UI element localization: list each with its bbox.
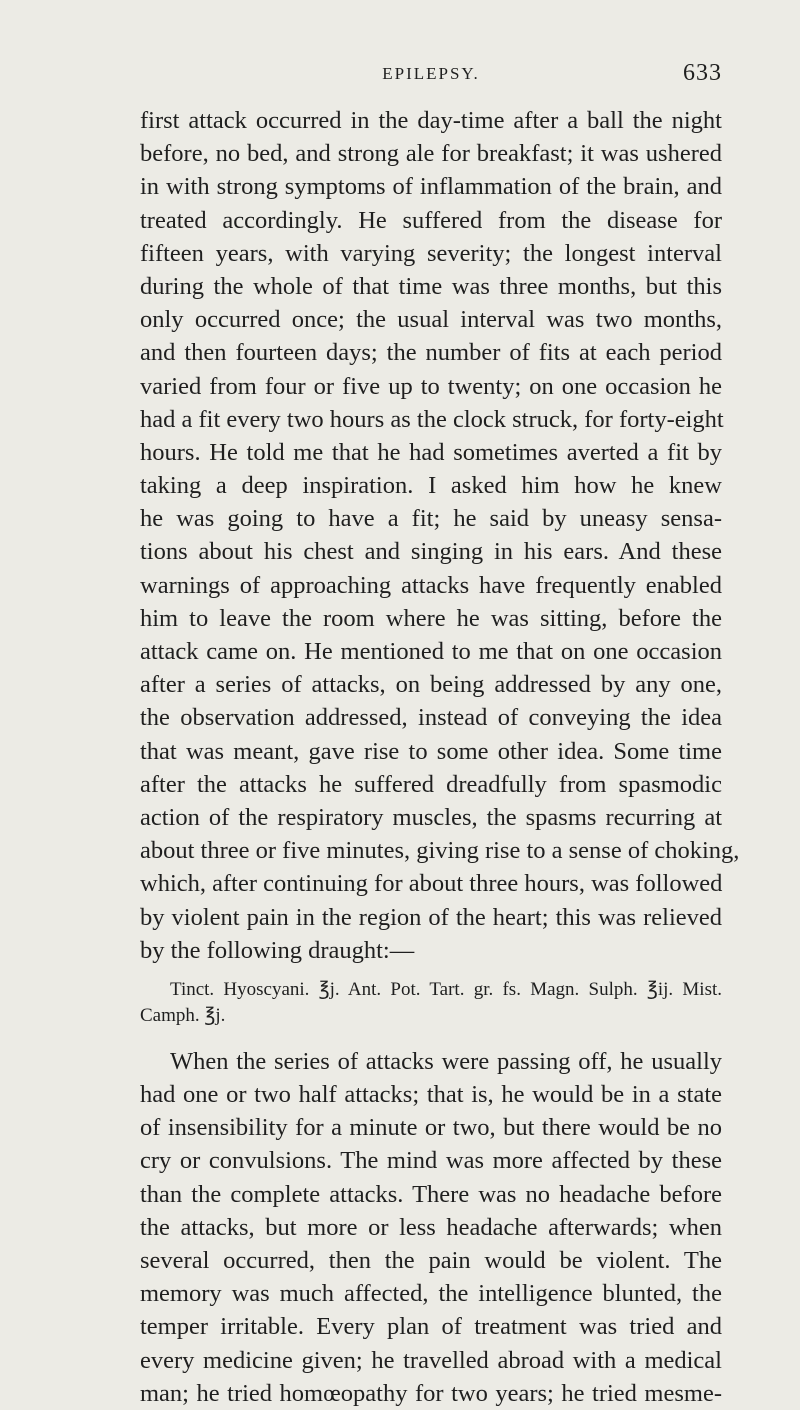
text-line: after a series of attacks, on being addressed by any one, bbox=[140, 671, 722, 699]
prescription-line: Camph. ℥j. bbox=[140, 1004, 226, 1026]
text-line: taking a deep inspiration. I asked him how he knew bbox=[140, 472, 722, 500]
text-line: and then fourteen days; the number of fits at each period bbox=[140, 339, 722, 367]
prescription-line: Tinct. Hyoscyani. ℥j. Ant. Pot. Tart. gr. fs. Magn. Sulph. ℥ij. Mist. bbox=[170, 978, 722, 1000]
text-line: man; he tried homœopathy for two years; he tried mesme- bbox=[140, 1379, 722, 1407]
text-line: every medicine given; he travelled abroad with a medical bbox=[140, 1346, 722, 1374]
paragraph-2 bbox=[140, 1045, 722, 1410]
text-line: of insensibility for a minute or two, but there would be no bbox=[140, 1114, 722, 1142]
text-line: cry or convulsions. The mind was more affected by these bbox=[140, 1147, 722, 1175]
text-line: attack came on. He mentioned to me that on one occasion bbox=[140, 638, 722, 665]
text-line: several occurred, then the pain would be violent. The bbox=[140, 1247, 722, 1274]
text-line: had one or two half attacks; that is, he would be in a state bbox=[140, 1081, 722, 1109]
text-line: the attacks, but more or less headache afterwards; when bbox=[140, 1213, 722, 1241]
text-line: tions about his chest and singing in his ears. And these bbox=[140, 538, 722, 566]
text-line: had a fit every two hours as the clock struck, for forty-eight bbox=[140, 405, 724, 433]
page-number: 633 bbox=[683, 60, 722, 86]
text-line: temper irritable. Every plan of treatment was tried and bbox=[140, 1313, 722, 1341]
text-line: him to leave the room where he was sitting, before the bbox=[140, 604, 722, 632]
text-line: varied from four or five up to twenty; on one occasion he bbox=[140, 372, 722, 400]
paragraph-1 bbox=[140, 104, 740, 967]
text-line: in with strong symptoms of inflammation of the brain, and bbox=[140, 173, 722, 201]
text-line: When the series of attacks were passing off, he usually bbox=[170, 1047, 722, 1075]
text-line: memory was much affected, the intelligence blunted, the bbox=[140, 1280, 722, 1308]
text-line: by the following draught:— bbox=[140, 936, 415, 964]
body-text bbox=[140, 104, 740, 1410]
running-head bbox=[140, 60, 722, 90]
text-line: after the attacks he suffered dreadfully from spasmodic bbox=[140, 770, 722, 798]
text-line: fifteen years, with varying severity; the longest interval bbox=[140, 239, 722, 267]
text-line: action of the respiratory muscles, the spasms recurring at bbox=[140, 803, 722, 831]
text-line: only occurred once; the usual interval was two months, bbox=[140, 306, 722, 334]
text-line: before, no bed, and strong ale for breakfast; it was ushered bbox=[140, 140, 722, 168]
text-line: he was going to have a fit; he said by uneasy sensa- bbox=[140, 505, 722, 533]
text-line: the observation addressed, instead of conveying the idea bbox=[140, 704, 722, 732]
prescription-formula bbox=[140, 977, 722, 1029]
text-line: about three or five minutes, giving rise to a sense of choking, bbox=[140, 837, 740, 865]
text-line: warnings of approaching attacks have frequently enabled bbox=[140, 571, 722, 599]
text-line: treated accordingly. He suffered from the disease for bbox=[140, 206, 722, 234]
text-line: than the complete attacks. There was no headache before bbox=[140, 1180, 722, 1208]
text-line: by violent pain in the region of the heart; this was relieved bbox=[140, 903, 722, 931]
text-line: first attack occurred in the day-time after a ball the night bbox=[140, 107, 722, 134]
text-line: during the whole of that time was three months, but this bbox=[140, 272, 722, 300]
text-line: hours. He told me that he had sometimes averted a fit by bbox=[140, 438, 722, 466]
text-line: that was meant, gave rise to some other idea. Some time bbox=[140, 737, 722, 765]
text-line: which, after continuing for about three hours, was followed bbox=[140, 870, 723, 898]
running-title: EPILEPSY. bbox=[382, 64, 480, 83]
